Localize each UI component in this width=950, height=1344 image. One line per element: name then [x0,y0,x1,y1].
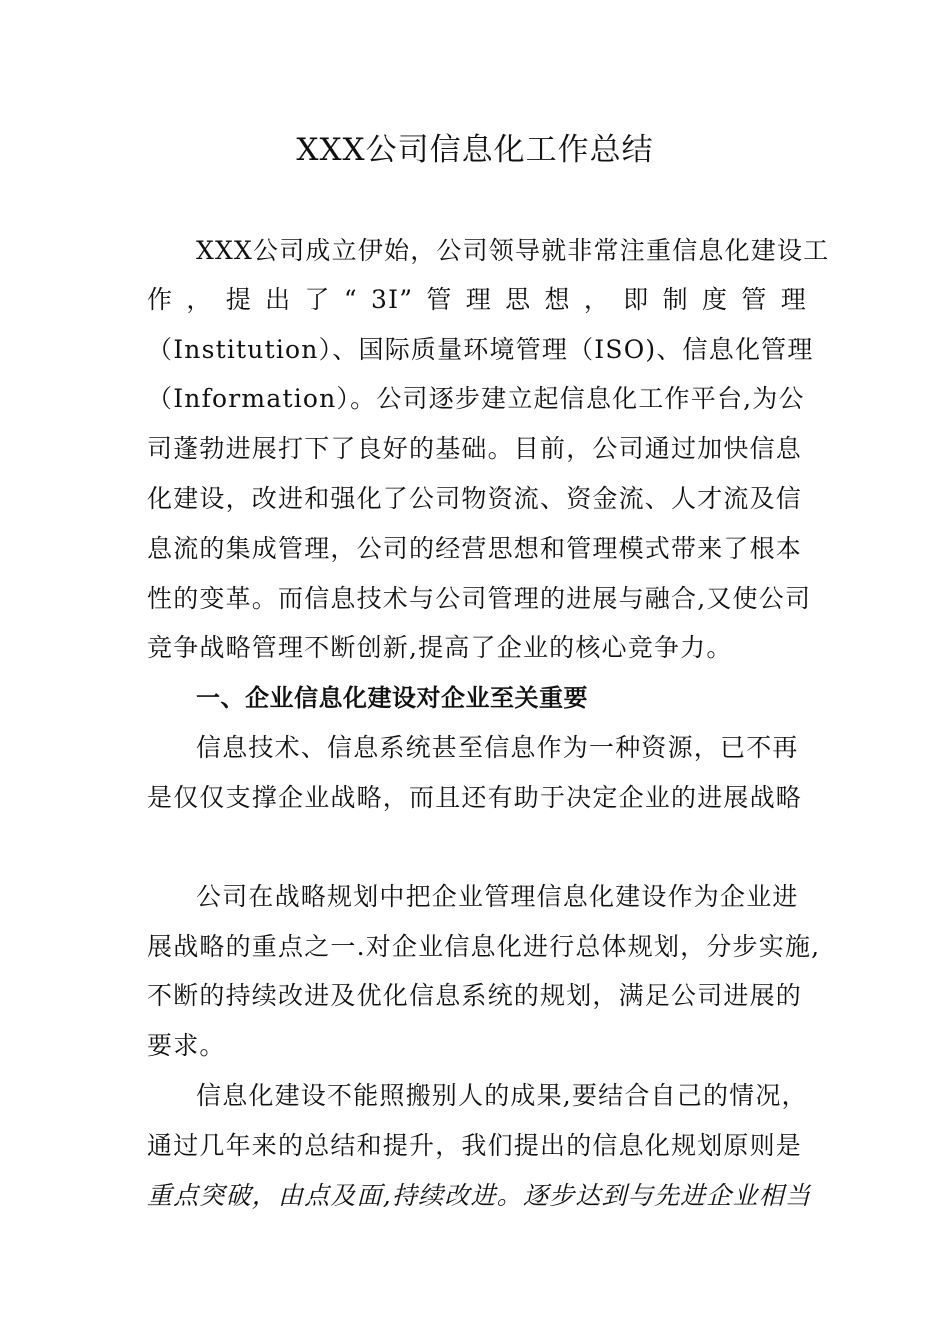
paragraph-2-line-2: 是仅仅支撑企业战略，而且还有助于决定企业的进展战略 [147,783,803,812]
paragraph-1-line-2-char: 作 [147,285,174,314]
paragraph-1-line-6: 化建设，改进和强化了公司物资流、资金流、人才流及信 [147,484,803,513]
paragraph-3-line-1: 公司在战略规划中把企业管理信息化建设作为企业进 [196,882,799,911]
paragraph-1-line-2-char: 提 [225,285,252,314]
paragraph-1-line-2-char: ， [583,285,611,314]
paragraph-3-line-2: 展战略的重点之一.对企业信息化进行总体规划，分步实施, [147,932,821,961]
paragraph-1-line-7: 息流的集成管理，公司的经营思想和管理模式带来了根本 [147,534,803,563]
paragraph-1-line-2 [147,280,807,320]
paragraph-3-line-4: 要求。 [147,1031,226,1060]
paragraph-2-line-1: 信息技术、信息系统甚至信息作为一种资源，已不再 [196,733,799,762]
paragraph-1-line-2-char: 度 [702,285,729,314]
paragraph-1-line-8: 性的变革。而信息技术与公司管理的进展与融合,又使公司 [147,584,812,613]
paragraph-1-line-2-char: 即 [623,285,650,314]
paragraph-1-line-3: （Institution）、国际质量环境管理（ISO)、信息化管理 [147,335,814,364]
paragraph-1-line-2-char: “ [343,285,358,314]
paragraph-1-line-2-char: 思 [505,285,532,314]
paragraph-1-line-2-char: 制 [662,285,689,314]
paragraph-1-line-5: 司蓬勃进展打下了良好的基础。目前，公司通过加快信息 [147,434,803,463]
paragraph-4-line-2: 通过几年来的总结和提升，我们提出的信息化规划原则是 [147,1131,803,1160]
document-title: XXX公司信息化工作总结 [296,132,654,168]
paragraph-1-line-2-char: 3I” [371,285,414,314]
paragraph-1-line-2-char: ， [186,285,213,314]
paragraph-1-line-2-char: 了 [304,285,331,314]
paragraph-4-line-3: 重点突破，由点及面,持续改进。逐步达到与先进企业相当 [147,1181,812,1210]
paragraph-1-line-4: （Information）。公司逐步建立起信息化工作平台,为公 [147,384,805,413]
paragraph-1-line-2-char: 管 [426,285,453,314]
paragraph-3-line-3: 不断的持续改进及优化信息系统的规划，满足公司进展的 [147,981,803,1010]
paragraph-1-line-9: 竞争战略管理不断创新,提高了企业的核心竞争力。 [147,633,733,662]
paragraph-4-line-1: 信息化建设不能照搬别人的成果,要结合自己的情况， [196,1081,808,1110]
paragraph-1-line-1: XXX公司成立伊始，公司领导就非常注重信息化建设工 [196,236,830,265]
section-heading-1: 一、企业信息化建设对企业至关重要 [196,684,588,712]
paragraph-1-line-2-char: 管 [741,285,768,314]
paragraph-1-line-2-char: 出 [265,285,292,314]
paragraph-1-line-2-char: 理 [465,285,492,314]
paragraph-1-line-2-char: 想 [544,285,571,314]
paragraph-1-line-2-char: 理 [780,285,807,314]
